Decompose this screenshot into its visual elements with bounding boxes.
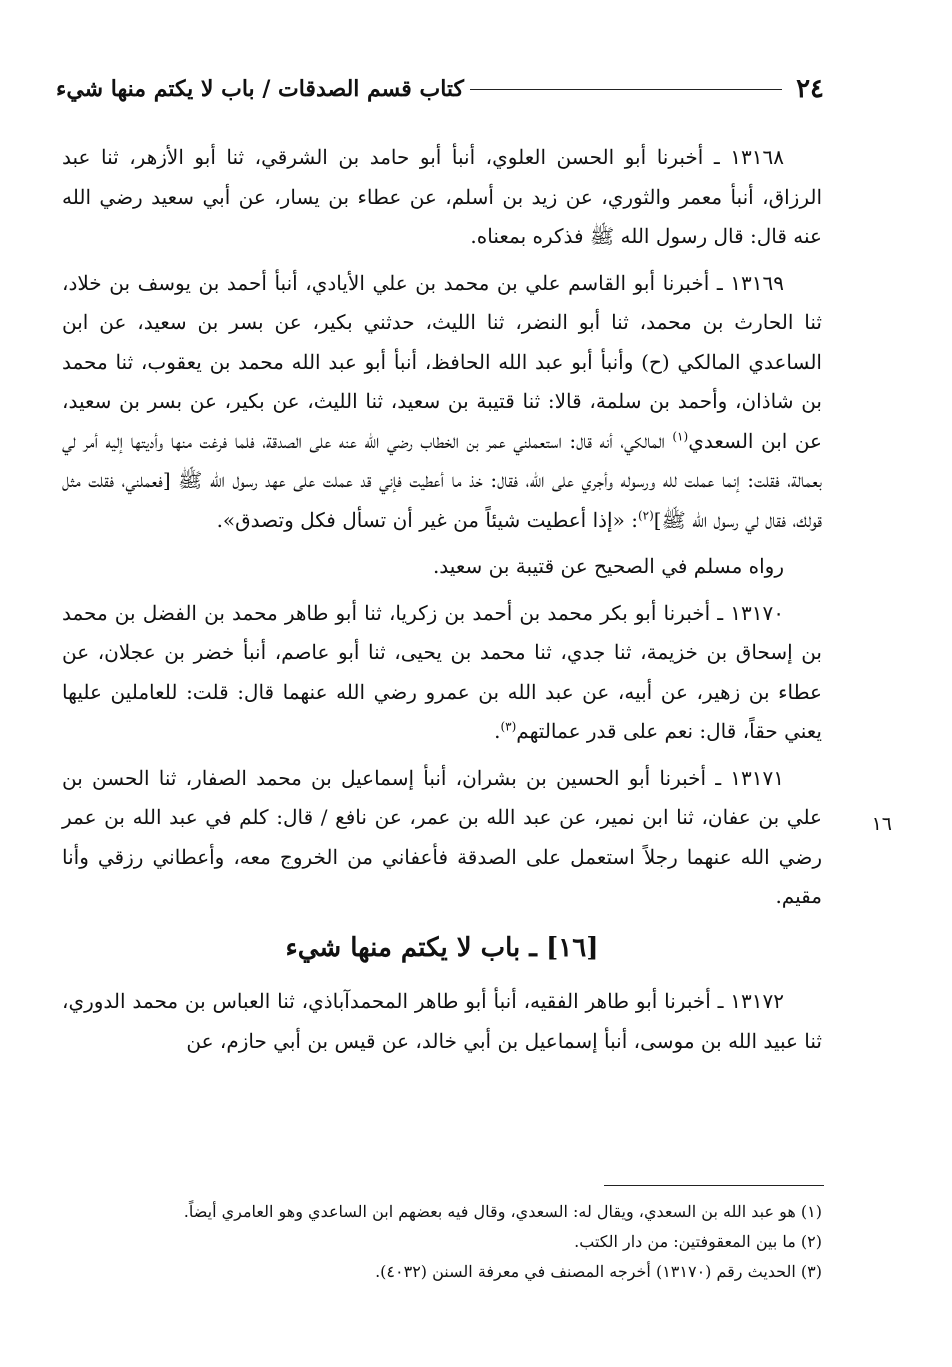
hadith-13170-text-part1: ١٣١٧٠ ـ أخبرنا أبو بكر محمد بن أحمد بن زكريا، ثنا أبو طاهر محمد بن الفضل بن محمد بن إسحاق بن خزيمة، ثنا جدي، ثنا محمد بن يحيى، ثنا أبو عاصم، أنبأ خضر بن عجلان، عن عطاء بن زهير، عن أبيه، عن عبد الله بن عمرو رضي الله عنهما قال: قلت: للعاملين عليها يعني حقاً، قال: نعم على قدر عمالتهم — [62, 600, 822, 743]
hadith-13169-text-part1: ١٣١٦٩ ـ أخبرنا أبو القاسم علي بن محمد بن علي الأيادي، أنبأ أحمد بن يوسف بن خلاد، ثنا الحارث بن محمد، ثنا أبو النضر، ثنا الليث، حدثني بكير، عن بسر بن سعيد، عن ابن الساعدي المالكي (ح) وأنبأ أبو عبد الله الحافظ، أنبأ أبو عبد الله محمد بن يعقوب، ثنا محمد بن شاذان، وأحمد بن سلمة، قالا: ثنا قتيبة بن سعيد، ثنا الليث، عن بكير، عن بسر بن سعيد، عن ابن السعدي — [62, 270, 822, 453]
hadith-13169-text-part2: المالكي، أنه قال: استعملني عمر بن الخطاب رضي الله عنه على الصدقة، فلما فرغت منها وأديتها إليه أمر لي بعمالة، فقلت: إنما عملت لله ورسوله وأجري على الله، فقال: خذ ما أعطيت فإني قد عملت على عهد رسول الله ﷺ [فعملني، فقلت مثل قولك، فقال لي رسول الله ﷺ] — [62, 428, 822, 532]
footnote-marker-2: (٢) — [637, 507, 654, 522]
hadith-13171 — [62, 759, 892, 917]
footnote-3: (٣) الحديث رقم (١٣١٧٠) أخرجه المصنف في معرفة السنن (٤٠٣٢). — [375, 1262, 822, 1281]
hadith-13168: ١٣١٦٨ ـ أخبرنا أبو الحسن العلوي، أنبأ أبو حامد بن الشرقي، ثنا أبو الأزهر، ثنا عبد الرزاق، أنبأ معمر والثوري، عن زيد بن أسلم، عن عطاء بن يسار، عن أبي سعيد رضي الله عنه قال: قال رسول الله ﷺ فذكره بمعناه. — [62, 145, 822, 248]
hadith-13170-text-part2: . — [494, 719, 501, 743]
footnote-1: (١) هو عبد الله بن السعدي، ويقال له: السعدي، وقال فيه بعضهم ابن الساعدي وهو العامري أيضاً. — [183, 1202, 822, 1221]
footnotes — [62, 1197, 822, 1287]
footnote-marker-3: (٣) — [500, 719, 517, 734]
footnote-divider — [604, 1185, 824, 1186]
footnote-2: (٢) ما بين المعقوفتين: من دار الكتب. — [574, 1232, 822, 1251]
hadith-13171-text: ١٣١٧١ ـ أخبرنا أبو الحسين بن بشران، أنبأ إسماعيل بن محمد الصفار، ثنا الحسن بن علي بن عفان، ثنا ابن نمير، عن عبد الله بن عمر، عن نافع / قال: كلم في عبد الله بن عمر رضي الله عنهما رجلاً استعمل على الصدقة فأعفاني من الخروج معه، وأعطاني رزقي وأنا مقيم. — [62, 765, 822, 908]
hadith-13169 — [62, 264, 822, 541]
hadith-13169-text-part3: : «إذا أعطيت شيئاً من غير أن تسأل فكل وتصدق». — [216, 507, 638, 532]
riwayah-note: رواه مسلم في الصحيح عن قتيبة بن سعيد. — [432, 554, 784, 578]
margin-reference-number: ١٦ — [871, 812, 892, 835]
hadith-13170 — [62, 594, 822, 752]
running-title: كتاب قسم الصدقات / باب لا يكتم منها شيء — [56, 76, 465, 102]
footnote-marker-1: (١) — [672, 428, 689, 443]
header-rule — [470, 89, 782, 90]
main-text — [62, 138, 892, 1068]
page-number: ٢٤ — [796, 74, 824, 104]
hadith-13172: ١٣١٧٢ ـ أخبرنا أبو طاهر الفقيه، أنبأ أبو طاهر المحمدآباذي، ثنا العباس بن محمد الدوري، ثنا عبيد الله بن موسى، أنبأ إسماعيل بن أبي خالد، عن قيس بن أبي حازم، عن — [62, 989, 822, 1053]
page-header — [56, 72, 824, 106]
section-heading: [١٦] ـ باب لا يكتم منها شيء — [285, 932, 599, 963]
